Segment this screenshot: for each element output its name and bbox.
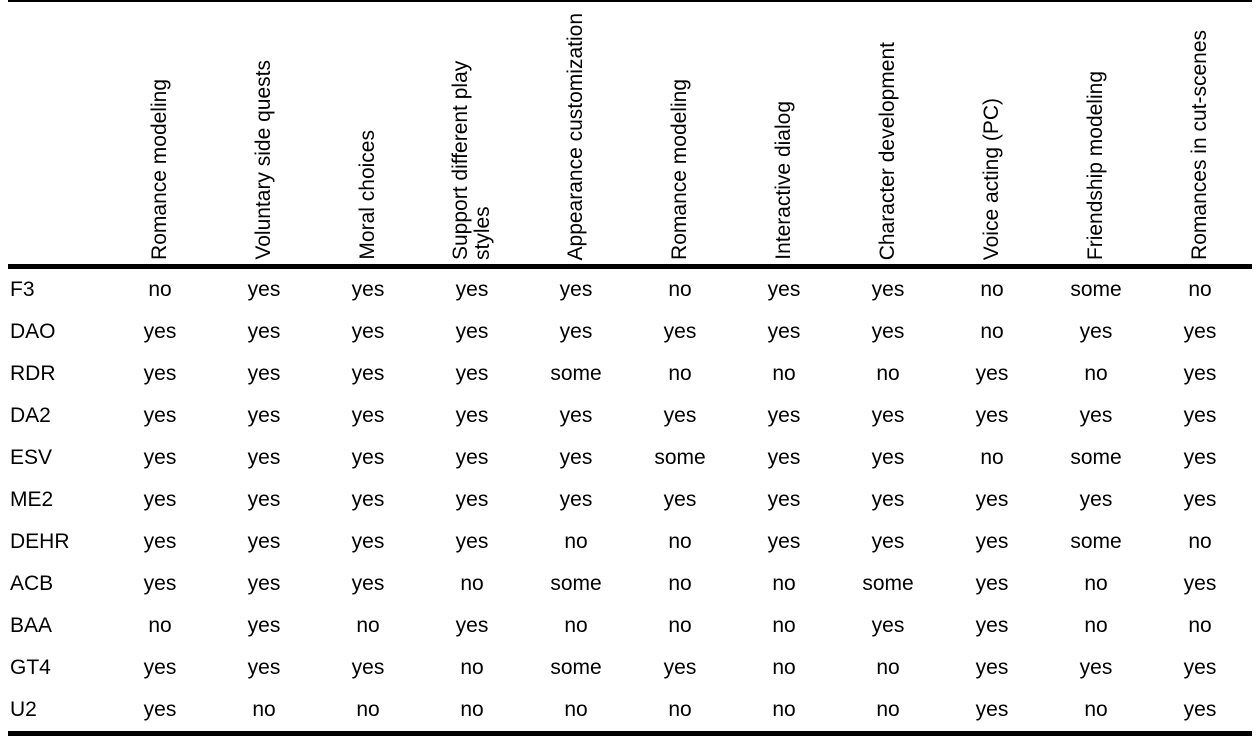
header-row: [8, 1, 1252, 267]
row-label: DEHR: [10, 530, 70, 553]
table-cell: no: [1084, 572, 1108, 595]
table-cell: some: [1070, 278, 1122, 301]
table-cell: yes: [767, 446, 801, 469]
table-cell: no: [668, 572, 692, 595]
table-cell: yes: [1183, 488, 1217, 511]
table-row: [8, 311, 1252, 353]
table-cell: no: [1084, 614, 1108, 637]
column-header-label: Romance modeling: [147, 79, 171, 260]
table-cell: no: [1188, 278, 1212, 301]
table-cell: yes: [940, 689, 1044, 734]
table-row: [8, 437, 1252, 479]
table-row: [8, 563, 1252, 605]
table-cell: yes: [455, 320, 489, 343]
row-label: ACB: [10, 572, 54, 595]
table-cell: yes: [247, 362, 281, 385]
row-label: U2: [8, 689, 108, 734]
table-cell: no: [148, 614, 172, 637]
table-cell: some: [1070, 446, 1122, 469]
table-cell: no: [876, 656, 900, 679]
table-cell: yes: [351, 278, 385, 301]
table-cell: yes: [1079, 320, 1113, 343]
table-cell: no: [980, 446, 1004, 469]
table-cell: yes: [663, 656, 697, 679]
table-cell: yes: [247, 488, 281, 511]
table-cell: no: [772, 656, 796, 679]
column-header: [940, 1, 1044, 267]
table-cell: some: [654, 446, 706, 469]
table-cell: yes: [975, 362, 1009, 385]
table-cell: some: [550, 572, 602, 595]
row-label: F3: [10, 278, 35, 301]
corner-cell: [8, 1, 108, 267]
table-row: [8, 353, 1252, 395]
table-cell: no: [772, 614, 796, 637]
table-cell: yes: [663, 320, 697, 343]
table-cell: yes: [143, 530, 177, 553]
table-cell: yes: [143, 404, 177, 427]
table-cell: yes: [871, 614, 905, 637]
column-header: [108, 1, 212, 267]
table-cell: yes: [871, 278, 905, 301]
table-cell: yes: [767, 404, 801, 427]
table-cell: some: [862, 572, 914, 595]
table-cell: no: [564, 530, 588, 553]
table-cell: yes: [351, 488, 385, 511]
table-cell: yes: [975, 488, 1009, 511]
table-cell: yes: [975, 656, 1009, 679]
column-header: [524, 1, 628, 267]
table-cell: no: [668, 362, 692, 385]
column-header: [212, 1, 316, 267]
table-cell: no: [876, 362, 900, 385]
table-cell: yes: [1183, 362, 1217, 385]
column-header: [1148, 1, 1252, 267]
table-cell: yes: [871, 446, 905, 469]
table-cell: yes: [1079, 404, 1113, 427]
column-header-label: Friendship modeling: [1083, 70, 1107, 260]
table-cell: yes: [143, 320, 177, 343]
table-row: [8, 267, 1252, 312]
table-cell: yes: [559, 404, 593, 427]
column-header-label: Support different play styles: [448, 60, 494, 260]
table-cell: yes: [143, 446, 177, 469]
column-header-label: Voice acting (PC): [979, 97, 1003, 260]
table-body: [8, 267, 1252, 734]
row-label: BAA: [10, 614, 53, 637]
table-cell: yes: [351, 404, 385, 427]
table-cell: no: [980, 278, 1004, 301]
table-cell: some: [1070, 530, 1122, 553]
table-cell: yes: [143, 572, 177, 595]
table-cell: some: [550, 656, 602, 679]
table-cell: yes: [143, 488, 177, 511]
table-cell: yes: [767, 488, 801, 511]
table-cell: yes: [351, 530, 385, 553]
column-header-label: Appearance customization: [563, 12, 587, 260]
table-cell: yes: [108, 689, 212, 734]
table-cell: no: [1044, 689, 1148, 734]
table-cell: some: [550, 362, 602, 385]
column-header-label: Voluntary side quests: [251, 60, 275, 260]
table-cell: no: [772, 572, 796, 595]
table-cell: no: [1188, 614, 1212, 637]
table-cell: yes: [455, 362, 489, 385]
table-cell: yes: [767, 278, 801, 301]
table-cell: yes: [767, 320, 801, 343]
column-header: [628, 1, 732, 267]
table-cell: yes: [975, 572, 1009, 595]
table-cell: no: [628, 689, 732, 734]
table-cell: yes: [143, 656, 177, 679]
column-header: [1044, 1, 1148, 267]
column-header-label: Romances in cut-scenes: [1187, 30, 1211, 260]
table-cell: yes: [1183, 446, 1217, 469]
table-cell: yes: [975, 530, 1009, 553]
table-cell: no: [1188, 530, 1212, 553]
table-cell: no: [316, 689, 420, 734]
table-cell: yes: [767, 530, 801, 553]
table-cell: yes: [871, 404, 905, 427]
table-cell: no: [668, 614, 692, 637]
column-header: [732, 1, 836, 267]
table-cell: no: [212, 689, 316, 734]
table-cell: yes: [247, 446, 281, 469]
table-cell: yes: [975, 614, 1009, 637]
table-cell: yes: [351, 446, 385, 469]
table-cell: yes: [455, 488, 489, 511]
table-header: [8, 1, 1252, 267]
table-cell: yes: [871, 488, 905, 511]
table-cell: no: [668, 530, 692, 553]
column-header: [420, 1, 524, 267]
table-cell: yes: [871, 320, 905, 343]
table-cell: yes: [559, 446, 593, 469]
table-cell: no: [356, 614, 380, 637]
table-cell: yes: [351, 572, 385, 595]
row-label: RDR: [10, 362, 56, 385]
table-cell: no: [148, 278, 172, 301]
table-cell: yes: [247, 530, 281, 553]
table-cell: yes: [455, 404, 489, 427]
table-row: [8, 605, 1252, 647]
column-header-label: Romance modeling: [667, 79, 691, 260]
table-cell: yes: [559, 488, 593, 511]
column-header-label: Interactive dialog: [771, 101, 795, 260]
table-cell: yes: [1183, 404, 1217, 427]
table-row: [8, 689, 1252, 734]
table-cell: no: [460, 656, 484, 679]
table-cell: no: [980, 320, 1004, 343]
column-header-label: Character development: [875, 41, 899, 260]
table-cell: yes: [1148, 689, 1252, 734]
table-cell: yes: [351, 656, 385, 679]
table-cell: yes: [247, 278, 281, 301]
table-cell: yes: [247, 320, 281, 343]
table-cell: yes: [1183, 656, 1217, 679]
table-cell: no: [732, 689, 836, 734]
row-label: DA2: [10, 404, 51, 427]
table-cell: yes: [559, 320, 593, 343]
table-row: [8, 395, 1252, 437]
table-cell: yes: [1079, 656, 1113, 679]
table-cell: no: [1084, 362, 1108, 385]
table-row: [8, 521, 1252, 563]
table-cell: yes: [351, 320, 385, 343]
table-cell: no: [564, 614, 588, 637]
table-cell: yes: [871, 530, 905, 553]
table-cell: yes: [247, 572, 281, 595]
table-cell: no: [420, 689, 524, 734]
table-cell: no: [772, 362, 796, 385]
table-cell: yes: [247, 614, 281, 637]
table-cell: yes: [455, 530, 489, 553]
table-cell: yes: [975, 404, 1009, 427]
table-cell: yes: [247, 404, 281, 427]
table-row: [8, 479, 1252, 521]
column-header: [836, 1, 940, 267]
table-cell: yes: [351, 362, 385, 385]
row-label: GT4: [10, 656, 51, 679]
column-header-label: Moral choices: [355, 130, 379, 260]
table-cell: yes: [247, 656, 281, 679]
table-cell: no: [668, 278, 692, 301]
table-cell: yes: [1183, 572, 1217, 595]
table-cell: yes: [455, 614, 489, 637]
row-label: DAO: [10, 320, 56, 343]
table-cell: yes: [143, 362, 177, 385]
table-cell: no: [524, 689, 628, 734]
table-row: [8, 647, 1252, 689]
column-header: [316, 1, 420, 267]
table-cell: no: [836, 689, 940, 734]
feature-comparison-table: [8, 0, 1252, 736]
row-label: ME2: [10, 488, 54, 511]
table-cell: yes: [455, 446, 489, 469]
table-cell: no: [460, 572, 484, 595]
table-cell: yes: [663, 404, 697, 427]
table-cell: yes: [1183, 320, 1217, 343]
table-cell: yes: [663, 488, 697, 511]
table-cell: yes: [1079, 488, 1113, 511]
table-cell: yes: [559, 278, 593, 301]
table-cell: yes: [455, 278, 489, 301]
row-label: ESV: [10, 446, 53, 469]
